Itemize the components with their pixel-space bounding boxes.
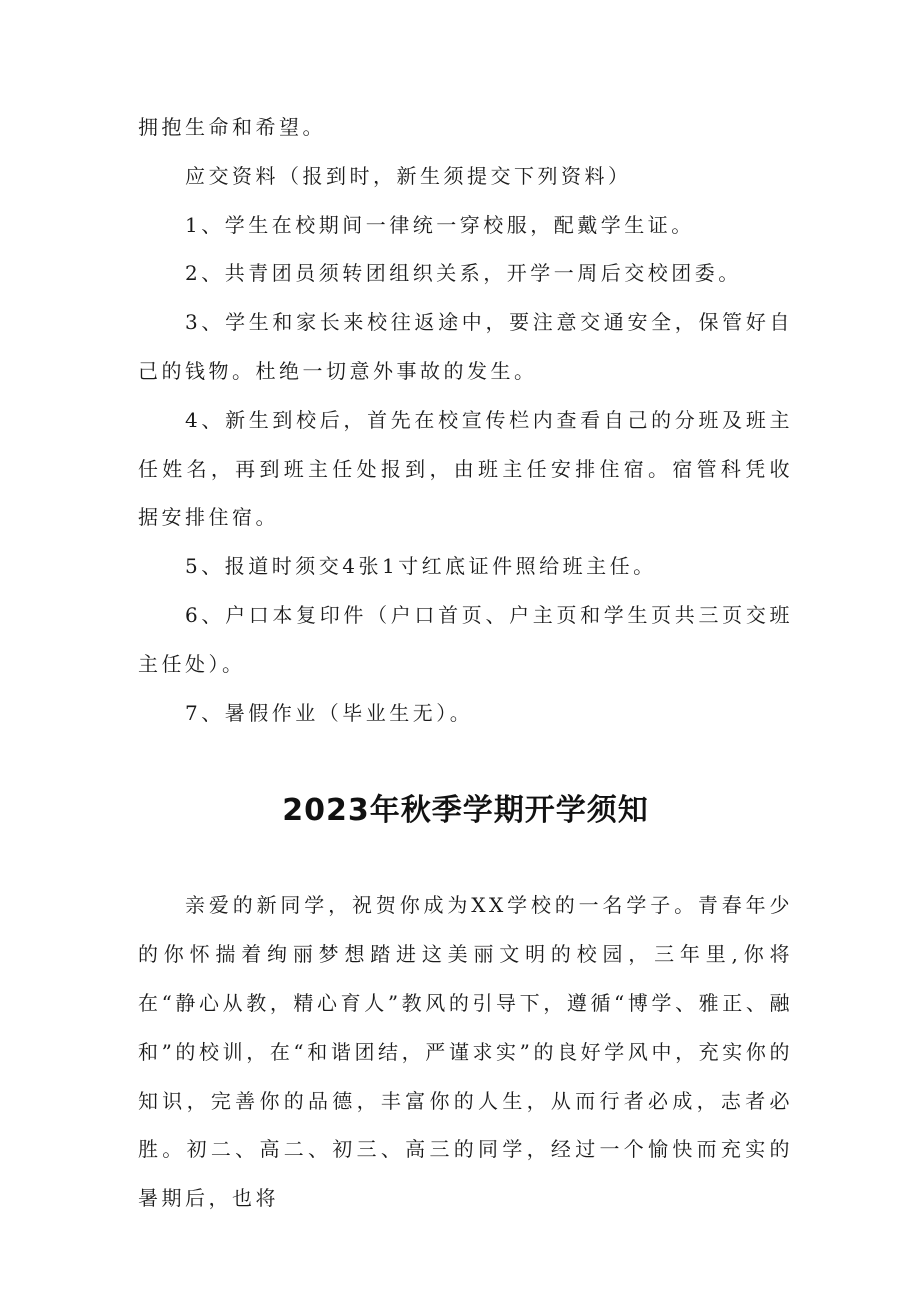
paragraph-continuation: 拥抱生命和希望。 [138, 115, 326, 139]
list-item: 7、暑假作业（毕业生无）。 [185, 700, 474, 725]
materials-heading: 应交资料（报到时，新生须提交下列资料） [185, 163, 632, 188]
section-title: 2023年秋季学期开学须知 [282, 793, 649, 829]
list-item: 6、户口本复印件（户口首页、户主页和学生页共三页交班主任处）。 [138, 602, 793, 676]
intro-paragraph: 亲爱的新同学，祝贺你成为XX学校的一名学子。青春年少的你怀揣着绚丽梦想踏进这美丽文明的校园，三年里,你将在“静心从教，精心育人”教风的引导下，遵循“博学、雅正、融和”的校训，在“和谐团结，严谨求实”的良好学风中，充实你的知识，完善你的品德，丰富你的人生，从而行者必成，志者必胜。初二、高二、初三、高三的同学，经过一个愉快而充实的暑期后，也将 [138, 893, 793, 1211]
list-item: 5、报道时须交4张1寸红底证件照给班主任。 [185, 554, 657, 579]
list-item: 4、新生到校后，首先在校宣传栏内查看自己的分班及班主任姓名，再到班主任处报到，由班主任安排住宿。宿管科凭收据安排住宿。 [138, 407, 793, 530]
list-item: 2、共青团员须转团组织关系，开学一周后交校团委。 [185, 261, 742, 286]
document-page [138, 103, 793, 1223]
list-item: 3、学生和家长来校往返途中，要注意交通安全，保管好自己的钱物。杜绝一切意外事故的发生。 [138, 310, 793, 383]
list-item: 1、学生在校期间一律统一穿校服，配戴学生证。 [185, 212, 695, 237]
